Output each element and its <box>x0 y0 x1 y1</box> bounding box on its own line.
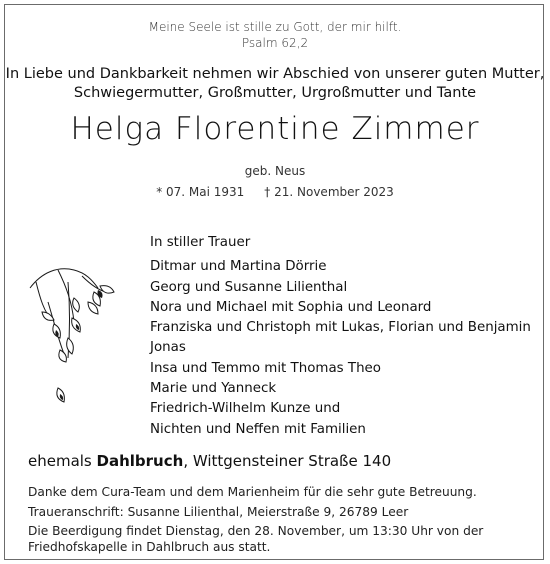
funeral-line-1: Die Beerdigung findet Dienstag, den 28. November, um 13:30 Uhr von der <box>28 524 484 538</box>
list-item: Nichten und Neffen mit Familien <box>150 421 366 437</box>
birth-date: * 07. Mai 1931 <box>156 185 245 199</box>
list-item: Georg und Susanne Lilienthal <box>150 279 348 295</box>
list-item: Insa und Temmo mit Thomas Theo <box>150 360 381 376</box>
intro-line-2: Schwiegermutter, Großmutter, Urgroßmutter und Tante <box>73 85 477 101</box>
origin-prefix: ehemals <box>28 452 92 470</box>
list-item: Marie und Yanneck <box>150 381 277 397</box>
list-item: Jonas <box>150 340 186 356</box>
list-item: Franziska und Christoph mit Lukas, Florian und Benjamin <box>150 320 531 336</box>
thanks-line: Danke dem Cura-Team und dem Marienheim für die sehr gute Betreuung. <box>28 485 477 499</box>
mourners-list <box>150 233 531 440</box>
birch-branch-illustration <box>28 262 120 412</box>
mourning-address: Traueranschrift: Susanne Lilienthal, Meierstraße 9, 26789 Leer <box>28 505 409 519</box>
list-item: Friedrich-Wilhelm Kunze und <box>150 401 341 417</box>
funeral-line-2: Friedhofskapelle in Dahlbruch aus statt. <box>28 540 271 554</box>
maiden-name: geb. Neus <box>244 164 306 178</box>
mourners-heading: In stiller Trauer <box>150 235 251 250</box>
list-item: Ditmar und Martina Dörrie <box>150 259 327 275</box>
psalm-reference: Psalm 62,2 <box>241 36 309 50</box>
deceased-name: Helga Florentine Zimmer <box>70 111 480 147</box>
psalm-quote: Meine Seele ist stille zu Gott, der mir hilft. <box>148 20 402 34</box>
origin-place: Dahlbruch <box>96 452 184 470</box>
life-dates <box>0 185 550 199</box>
origin-address: , Wittgensteiner Straße 140 <box>183 452 392 470</box>
intro-line-1: In Liebe und Dankbarkeit nehmen wir Abschied von unserer guten Mutter, <box>5 66 545 82</box>
death-date: † 21. November 2023 <box>264 185 394 199</box>
former-residence <box>28 452 391 470</box>
list-item: Nora und Michael mit Sophia und Leonard <box>150 299 432 315</box>
